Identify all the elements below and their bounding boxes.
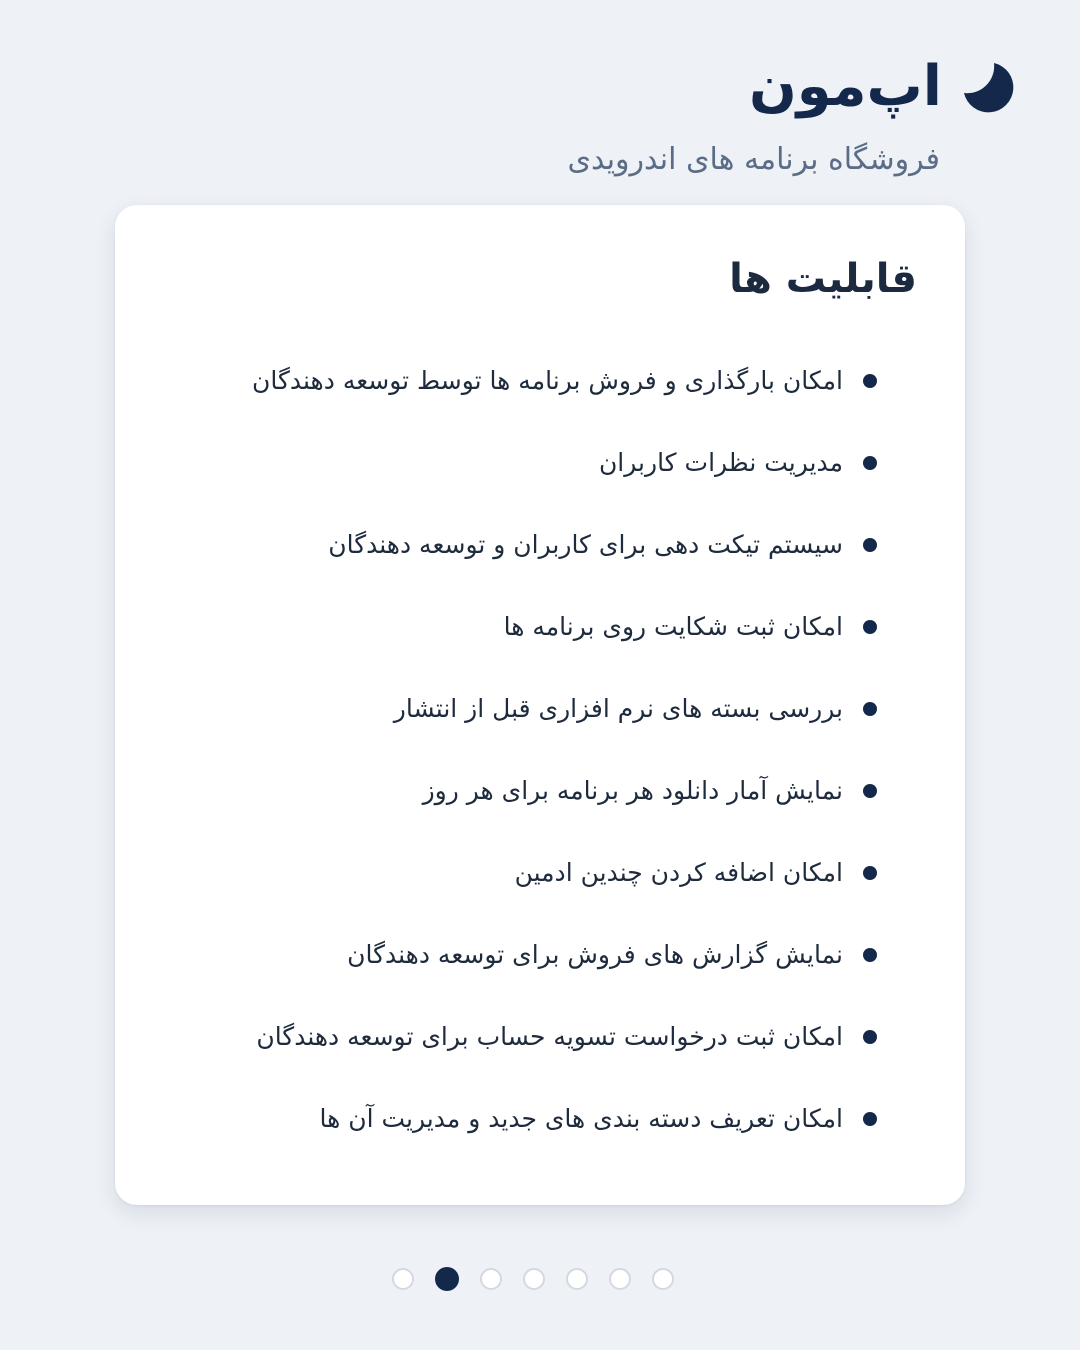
feature-item [155,914,877,996]
feature-item [155,586,877,668]
pagination-dot[interactable] [652,1268,674,1290]
feature-text: امکان ثبت شکایت روی برنامه ها [503,612,843,641]
brand-tagline: فروشگاه برنامه های اندرویدی [567,142,940,177]
bullet-icon [863,866,877,880]
feature-text: مدیریت نظرات کاربران [598,448,843,477]
features-list [155,340,877,1160]
pagination-dot-active[interactable] [435,1267,459,1291]
bullet-icon [863,784,877,798]
bullet-icon [863,948,877,962]
bullet-icon [863,620,877,634]
feature-item [155,1078,877,1160]
feature-text: امکان اضافه کردن چندین ادمین [514,858,843,887]
pagination-dot[interactable] [523,1268,545,1290]
pagination-dot[interactable] [480,1268,502,1290]
feature-item [155,668,877,750]
bullet-icon [863,538,877,552]
brand-name: اپ‌مون [748,54,942,119]
feature-text: بررسی بسته های نرم افزاری قبل از انتشار [393,694,843,723]
pagination-dot[interactable] [609,1268,631,1290]
bullet-icon [863,1030,877,1044]
feature-text: سیستم تیکت دهی برای کاربران و توسعه دهندگان [328,530,843,559]
feature-text: امکان ثبت درخواست تسویه حساب برای توسعه دهندگان [256,1022,843,1051]
bullet-icon [863,1112,877,1126]
feature-item [155,832,877,914]
bullet-icon [863,702,877,716]
features-card [115,205,965,1205]
feature-text: نمایش آمار دانلود هر برنامه برای هر روز [422,776,843,805]
feature-item [155,504,877,586]
crescent-moon-icon [958,57,1018,117]
feature-item [155,340,877,422]
feature-text: نمایش گزارش های فروش برای توسعه دهندگان [347,940,843,969]
carousel-pagination [392,1268,674,1291]
pagination-dot[interactable] [392,1268,414,1290]
bullet-icon [863,374,877,388]
feature-item [155,750,877,832]
feature-text: امکان تعریف دسته بندی های جدید و مدیریت آن ها [319,1104,843,1133]
bullet-icon [863,456,877,470]
pagination-dot[interactable] [566,1268,588,1290]
brand-header [749,52,1018,122]
feature-item [155,422,877,504]
features-title: قابلیت ها [729,256,917,302]
feature-text: امکان بارگذاری و فروش برنامه ها توسط توسعه دهندگان [252,366,843,395]
feature-item [155,996,877,1078]
